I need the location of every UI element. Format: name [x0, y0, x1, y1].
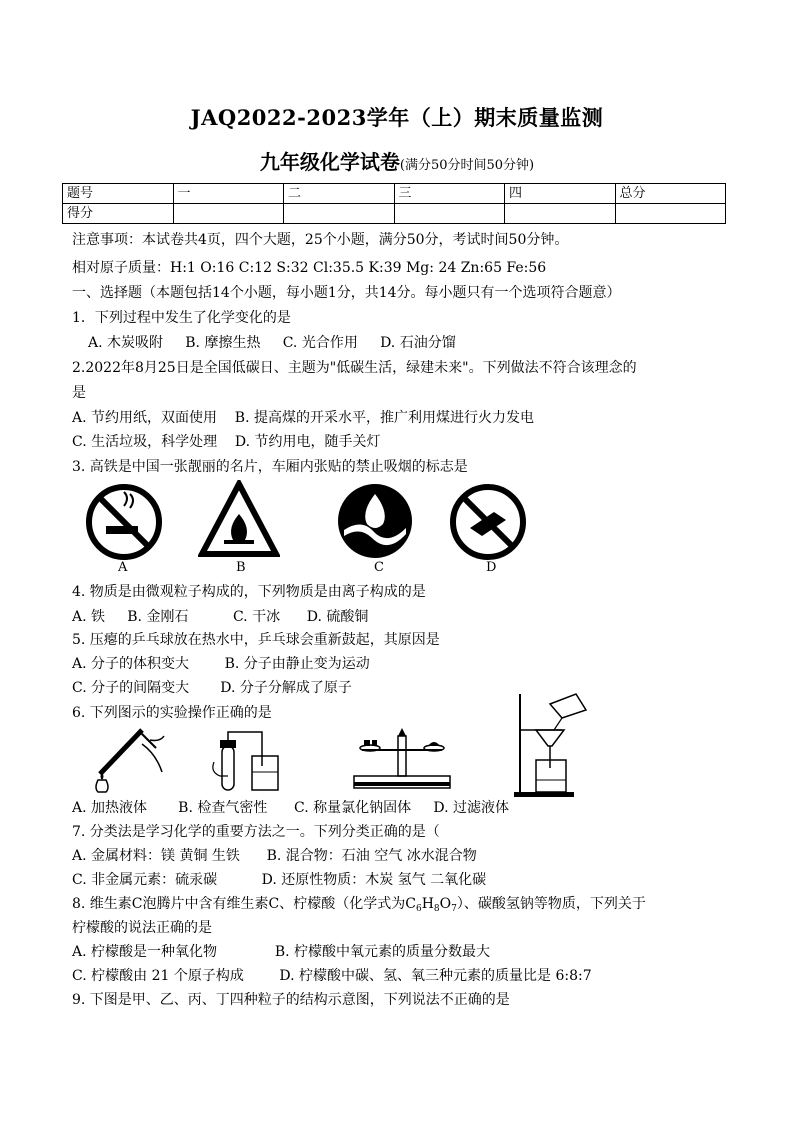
q2-stem-cont: 是 — [72, 385, 86, 401]
score-input-cell[interactable] — [615, 204, 726, 224]
q2-options-2: C. 生活垃圾，科学处理 D. 节约用电，随手关灯 — [72, 434, 381, 450]
q3-stem: 3. 高铁是中国一张靓丽的名片，车厢内张贴的禁止吸烟的标志是 — [72, 459, 468, 475]
q5-options-1: A. 分子的体积变大 B. 分子由静止变为运动 — [72, 656, 370, 672]
score-input-cell[interactable] — [394, 204, 505, 224]
q7-stem: 7. 分类法是学习化学的重要方法之一。下列分类正确的是（ — [72, 824, 440, 840]
balance-scale-figure-icon — [350, 724, 454, 794]
q8-stem — [72, 894, 646, 919]
no-fireworks-sign-icon — [448, 482, 528, 562]
q8-stem-cont: 柠檬酸的说法正确的是 — [72, 920, 212, 936]
score-input-cell[interactable] — [173, 204, 284, 224]
q7-options-2: C. 非金属元素：硫汞碳 D. 还原性物质：木炭 氢气 二氧化碳 — [72, 872, 487, 888]
table-cell: 二 — [284, 184, 395, 204]
table-cell: 题号 — [63, 184, 174, 204]
score-table-header-row — [63, 184, 726, 204]
water-saving-sign-icon — [336, 482, 414, 560]
q2-stem: 2.2022年8月25日是全国低碳日、主题为"低碳生活，绿建未来"。下列做法不符合该理念的 — [72, 360, 637, 376]
exam-title: JAQ2022-2023学年（上）期末质量监测 — [190, 105, 604, 130]
table-cell: 四 — [505, 184, 616, 204]
q4-options: A. 铁 B. 金刚石 C. 干冰 D. 硫酸铜 — [72, 609, 369, 625]
formula-sub-o: 7 — [451, 904, 457, 914]
subtitle-main: 九年级化学试卷 — [259, 150, 400, 174]
q5-stem: 5. 压瘪的乒乓球放在热水中，乒乓球会重新鼓起，其原因是 — [72, 632, 440, 648]
atomic-mass-note: 相对原子质量：H:1 O:16 C:12 S:32 Cl:35.5 K:39 Mg: 24 Zn:65 Fe:56 — [72, 260, 547, 276]
section-heading: 一、选择题（本题包括14个小题，每小题1分，共14分。每小题只有一个选项符合题意） — [72, 285, 621, 301]
q8-options-1: A. 柠檬酸是一种氧化物 B. 柠檬酸中氧元素的质量分数最大 — [72, 944, 491, 960]
q3-label-b: B — [236, 560, 246, 575]
q1-stem: 1．下列过程中发生了化学变化的是 — [72, 310, 291, 326]
q3-label-d: D — [486, 560, 497, 575]
q8-stem-a: 8. 维生素C泡腾片中含有维生素C、柠檬酸（化学式为C — [72, 896, 416, 912]
flammable-warning-sign-icon — [198, 480, 280, 558]
score-table-score-row — [63, 204, 726, 224]
score-input-cell[interactable] — [505, 204, 616, 224]
q4-stem: 4. 物质是由微观粒子构成的，下列物质是由离子构成的是 — [72, 584, 426, 600]
table-cell: 一 — [173, 184, 284, 204]
q3-label-c: C — [374, 560, 384, 575]
score-table — [62, 183, 726, 224]
q8-options-2: C. 柠檬酸由 21 个原子构成 D. 柠檬酸中碳、氢、氧三种元素的质量比是 6:8:7 — [72, 968, 592, 984]
q8-stem-b: ）、碳酸氢钠等物质，下列关于 — [456, 896, 646, 912]
q6-options: A. 加热液体 B. 检查气密性 C. 称量氯化钠固体 D. 过滤液体 — [72, 800, 510, 816]
q3-label-a: A — [118, 560, 128, 575]
q2-options-1: A. 节约用纸，双面使用 B. 提高煤的开采水平，推广利用煤进行火力发电 — [72, 410, 534, 426]
exam-subtitle — [0, 146, 794, 175]
q1-options: A. 木炭吸附 B. 摩擦生热 C. 光合作用 D. 石油分馏 — [88, 335, 456, 351]
formula-sub-h: 8 — [433, 904, 440, 914]
formula-o: O — [439, 896, 452, 912]
subtitle-note: (满分50分时间50分钟) — [399, 158, 535, 173]
q9-stem: 9. 下图是甲、乙、丙、丁四种粒子的结构示意图，下列说法不正确的是 — [72, 992, 510, 1008]
formula-sub-c: 6 — [415, 904, 422, 914]
table-cell: 总分 — [615, 184, 726, 204]
table-cell: 三 — [394, 184, 505, 204]
table-cell: 得分 — [63, 204, 174, 224]
q7-options-1: A. 金属材料：镁 黄铜 生铁 B. 混合物：石油 空气 冰水混合物 — [72, 848, 477, 864]
heating-liquid-figure-icon — [80, 722, 170, 798]
formula-h: H — [421, 896, 434, 912]
no-smoking-sign-icon — [84, 482, 164, 562]
q5-options-2: C. 分子的间隔变大 D. 分子分解成了原子 — [72, 680, 352, 696]
airtightness-check-figure-icon — [208, 726, 288, 798]
q6-stem: 6. 下列图示的实验操作正确的是 — [72, 705, 272, 721]
score-input-cell[interactable] — [284, 204, 395, 224]
filtration-figure-icon — [506, 690, 592, 798]
attention-note: 注意事项：本试卷共4页，四个大题，25个小题，满分50分，考试时间50分钟。 — [72, 232, 569, 248]
